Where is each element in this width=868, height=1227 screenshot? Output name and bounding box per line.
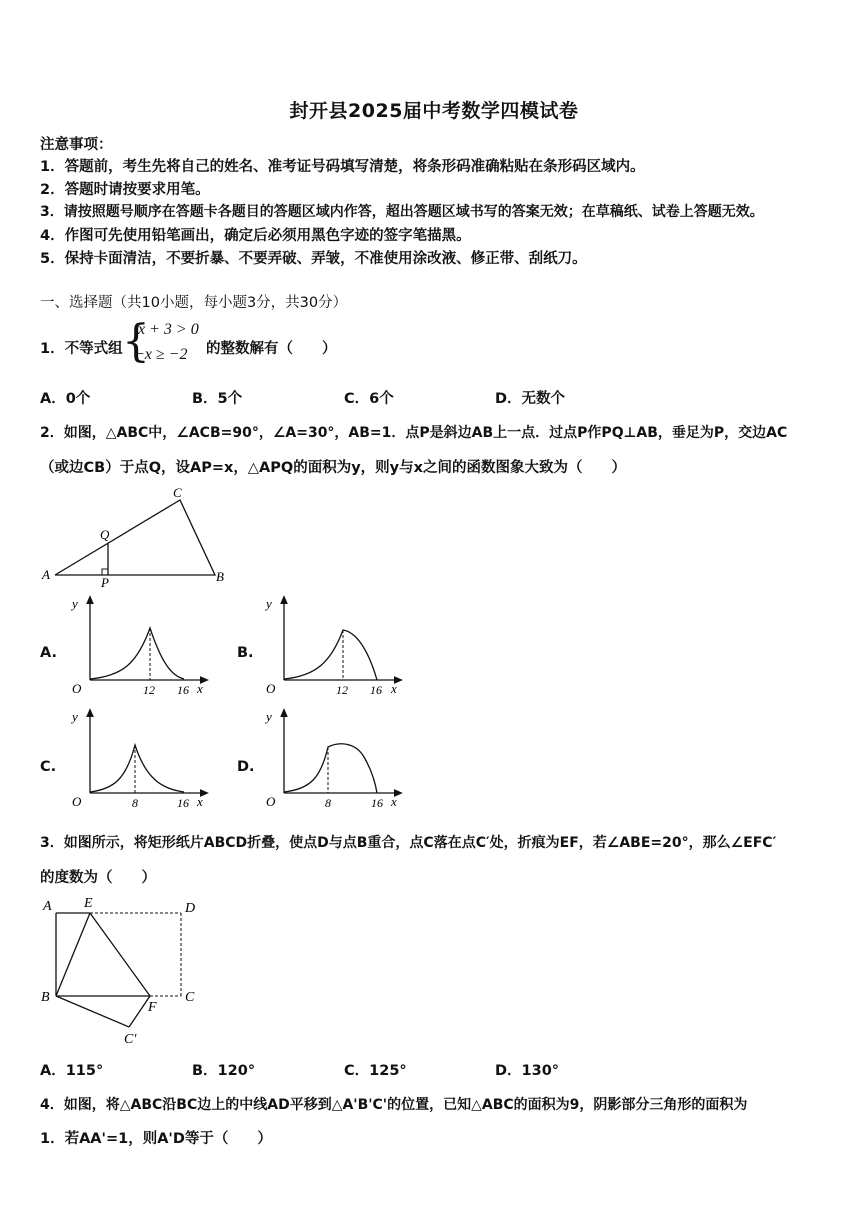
q1-inequality-2: −x ≥ −2 (134, 346, 188, 363)
section-heading: 一、选择题（共10小题，每小题3分，共30分） (40, 295, 348, 311)
notice-item: 3．请按照题号顺序在答题卡各题目的答题区域内作答，超出答题区域书写的答案无效；在草稿纸、试卷上答题无效。 (40, 204, 764, 220)
label-e: E (84, 896, 93, 911)
notice-heading: 注意事项： (40, 137, 113, 153)
tick-label: 16 (371, 796, 383, 810)
axis-x-label: x (391, 794, 397, 809)
notice-item: 2．答题时请按要求用笔。 (40, 182, 210, 198)
q4-text-line2: 1．若AA'=1，则A'D等于（ ） (40, 1131, 272, 1147)
q3-option-d: D．130° (495, 1063, 560, 1079)
notice-item: 5．保持卡面清洁，不要折暴、不要弄破、弄皱，不准使用涂改液、修正带、刮纸刀。 (40, 251, 587, 267)
label-c-prime: C′ (124, 1032, 137, 1047)
q2-triangle-figure (40, 485, 230, 590)
label-d: D (185, 901, 196, 916)
tick-label: 16 (370, 683, 382, 697)
q4-text-line1: 4．如图，将△ABC沿BC边上的中线AD平移到△A'B'C'的位置，已知△ABC的面积为9，阴影部分三角形的面积为 (40, 1097, 748, 1113)
axis-x-label: x (391, 681, 397, 696)
q2-option-d-label: D. (237, 759, 255, 775)
q1-option-d: D．无数个 (495, 391, 566, 407)
origin-label: O (266, 794, 276, 809)
q2-graph-c (62, 707, 212, 815)
q1-inequality-1: x + 3 > 0 (138, 321, 199, 338)
label-p: P (101, 575, 109, 590)
tick-label: 8 (325, 796, 331, 810)
q2-option-a-label: A. (40, 645, 57, 661)
tick-label: 12 (143, 683, 155, 697)
q2-text-line2: （或边CB）于点Q，设AP=x，△APQ的面积为y，则y与x之间的函数图象大致为（ ） (40, 460, 626, 476)
tick-label: 16 (177, 796, 189, 810)
axis-y-label: y (266, 709, 272, 724)
axis-y-label: y (266, 596, 272, 611)
notice-item: 4．作图可先使用铅笔画出，确定后必须用黑色字迹的签字笔描黑。 (40, 228, 471, 244)
page-title: 封开县2025届中考数学四模试卷 (289, 100, 579, 122)
q1-prefix: 1．不等式组 (40, 341, 123, 357)
q2-option-b-label: B. (237, 645, 254, 661)
axis-x-label: x (197, 681, 203, 696)
q1-option-b: B．5个 (192, 391, 243, 407)
q3-fold-figure (36, 893, 206, 1053)
q3-text-line1: 3．如图所示，将矩形纸片ABCD折叠，使点D与点B重合，点C落在点C′处，折痕为EF，若∠ABE=20°，那么∠EFC′ (40, 835, 777, 851)
q3-option-a: A．115° (40, 1063, 104, 1079)
q1-option-c: C．6个 (344, 391, 394, 407)
q3-option-c: C．125° (344, 1063, 407, 1079)
q3-option-b: B．120° (192, 1063, 256, 1079)
axis-x-label: x (197, 794, 203, 809)
tick-label: 12 (336, 683, 348, 697)
origin-label: O (72, 794, 82, 809)
q2-graph-a (62, 594, 212, 702)
label-a: A (43, 899, 52, 914)
q2-graph-b (256, 594, 406, 702)
label-a: A (42, 567, 50, 582)
q2-graph-d (256, 707, 406, 815)
label-b: B (216, 569, 224, 584)
q1-brace: { (122, 316, 150, 367)
axis-y-label: y (72, 596, 78, 611)
label-f: F (148, 1000, 157, 1015)
q1-suffix: 的整数解有（ ） (206, 341, 337, 357)
q2-text-line1: 2．如图，△ABC中，∠ACB=90°，∠A=30°，AB=1．点P是斜边AB上一点．过点P作PQ⊥AB，垂足为P，交边AC (40, 425, 788, 441)
notice-item: 1．答题前，考生先将自己的姓名、准考证号码填写清楚，将条形码准确粘贴在条形码区域内。 (40, 159, 645, 175)
label-b: B (41, 990, 50, 1005)
origin-label: O (72, 681, 82, 696)
tick-label: 8 (132, 796, 138, 810)
q2-option-c-label: C. (40, 759, 57, 775)
origin-label: O (266, 681, 276, 696)
q1-option-a: A．0个 (40, 391, 91, 407)
tick-label: 16 (177, 683, 189, 697)
label-c: C (185, 990, 195, 1005)
label-c: C (173, 485, 182, 500)
q3-text-line2: 的度数为（ ） (40, 870, 156, 886)
label-q: Q (100, 527, 110, 542)
axis-y-label: y (72, 709, 78, 724)
